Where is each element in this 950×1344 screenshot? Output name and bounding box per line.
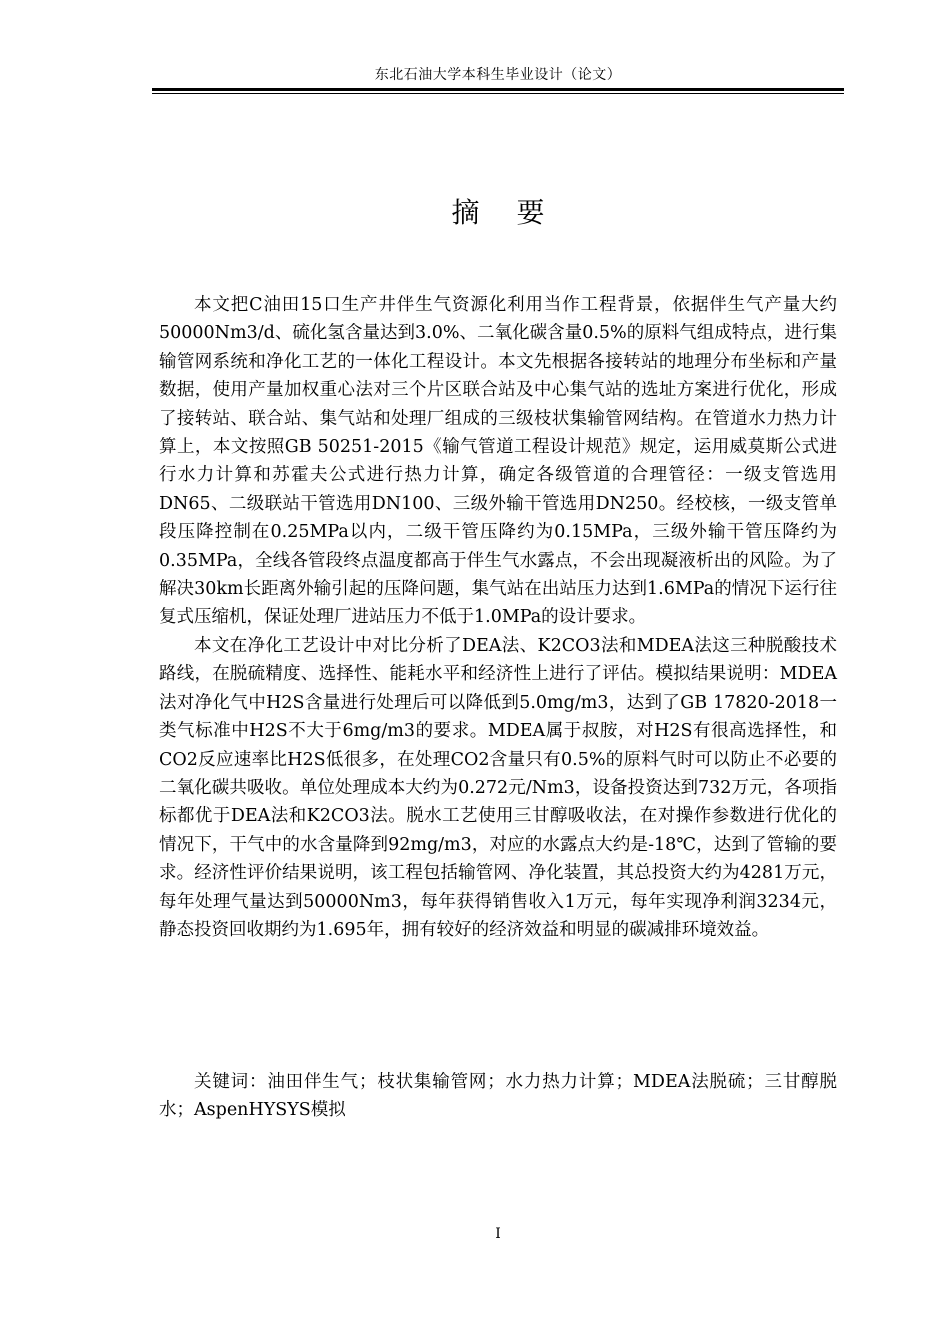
header-rule-thick <box>152 88 844 91</box>
abstract-title: 摘 要 <box>451 196 559 229</box>
abstract-paragraph-1: 本文把C油田15口生产井伴生气资源化利用当作工程背景，依据伴生气产量大约50000Nm3/d、硫化氢含量达到3.0%、二氧化碳含量0.5%的原料气组成特点，进行集输管网系统和净化工艺的一体化工程设计。本文先根据各接转站的地理分布坐标和产量数据，使用产量加权重心法对三个片区联合站及中心集气站的选址方案进行优化，形成了接转站、联合站、集气站和处理厂组成的三级枝状集输管网结构。在管道水力热力计算上，本文按照GB 50251-2015《输气管道工程设计规范》规定，运用威莫斯公式进行水力计算和苏霍夫公式进行热力计算，确定各级管道的合理管径：一级支管选用DN65、二级联站干管选用DN100、三级外输干管选用DN250。经校核，一级支管单段压降控制在0.25MPa以内，二级干管压降约为0.15MPa，三级外输干管压降约为0.35MPa，全线各管段终点温度都高于伴生气水露点，不会出现凝液析出的风险。为了解决30km长距离外输引起的压降问题，集气站在出站压力达到1.6MPa的情况下运行往复式压缩机，保证处理厂进站压力不低于1.0MPa的设计要求。 <box>159 295 837 628</box>
header-rule-thin <box>152 93 844 94</box>
abstract-body <box>159 291 837 944</box>
keywords-label: 关键词： <box>194 1072 268 1092</box>
running-header: 东北石油大学本科生毕业设计（论文） <box>374 67 622 83</box>
abstract-paragraph-2: 本文在净化工艺设计中对比分析了DEA法、K2CO3法和MDEA法这三种脱酸技术路线，在脱硫精度、选择性、能耗水平和经济性上进行了评估。模拟结果说明：MDEA法对净化气中H2S含量进行处理后可以降低到5.0mg/m3，达到了GB 17820-2018一类气标准中H2S不大于6mg/m3的要求。MDEA属于叔胺，对H2S有很高选择性，和CO2反应速率比H2S低很多，在处理CO2含量只有0.5%的原料气时可以防止不必要的二氧化碳共吸收。单位处理成本大约为0.272元/Nm3，设备投资达到732万元，各项指标都优于DEA法和K2CO3法。脱水工艺使用三甘醇吸收法，在对操作参数进行优化的情况下，干气中的水含量降到92mg/m3，对应的水露点大约是-18℃，达到了管输的要求。经济性评价结果说明，该工程包括输管网、净化装置，其总投资大约为4281万元，每年处理气量达到50000Nm3，每年获得销售收入1万元，每年实现净利润3234元，静态投资回收期约为1.695年，拥有较好的经济效益和明显的碳减排环境效益。 <box>159 635 837 940</box>
keywords-line <box>159 1068 837 1125</box>
keywords-text: 油田伴生气；枝状集输管网；水力热力计算；MDEA法脱硫；三甘醇脱水；AspenHYSYS模拟 <box>159 1072 837 1121</box>
page-number: I <box>495 1226 501 1242</box>
